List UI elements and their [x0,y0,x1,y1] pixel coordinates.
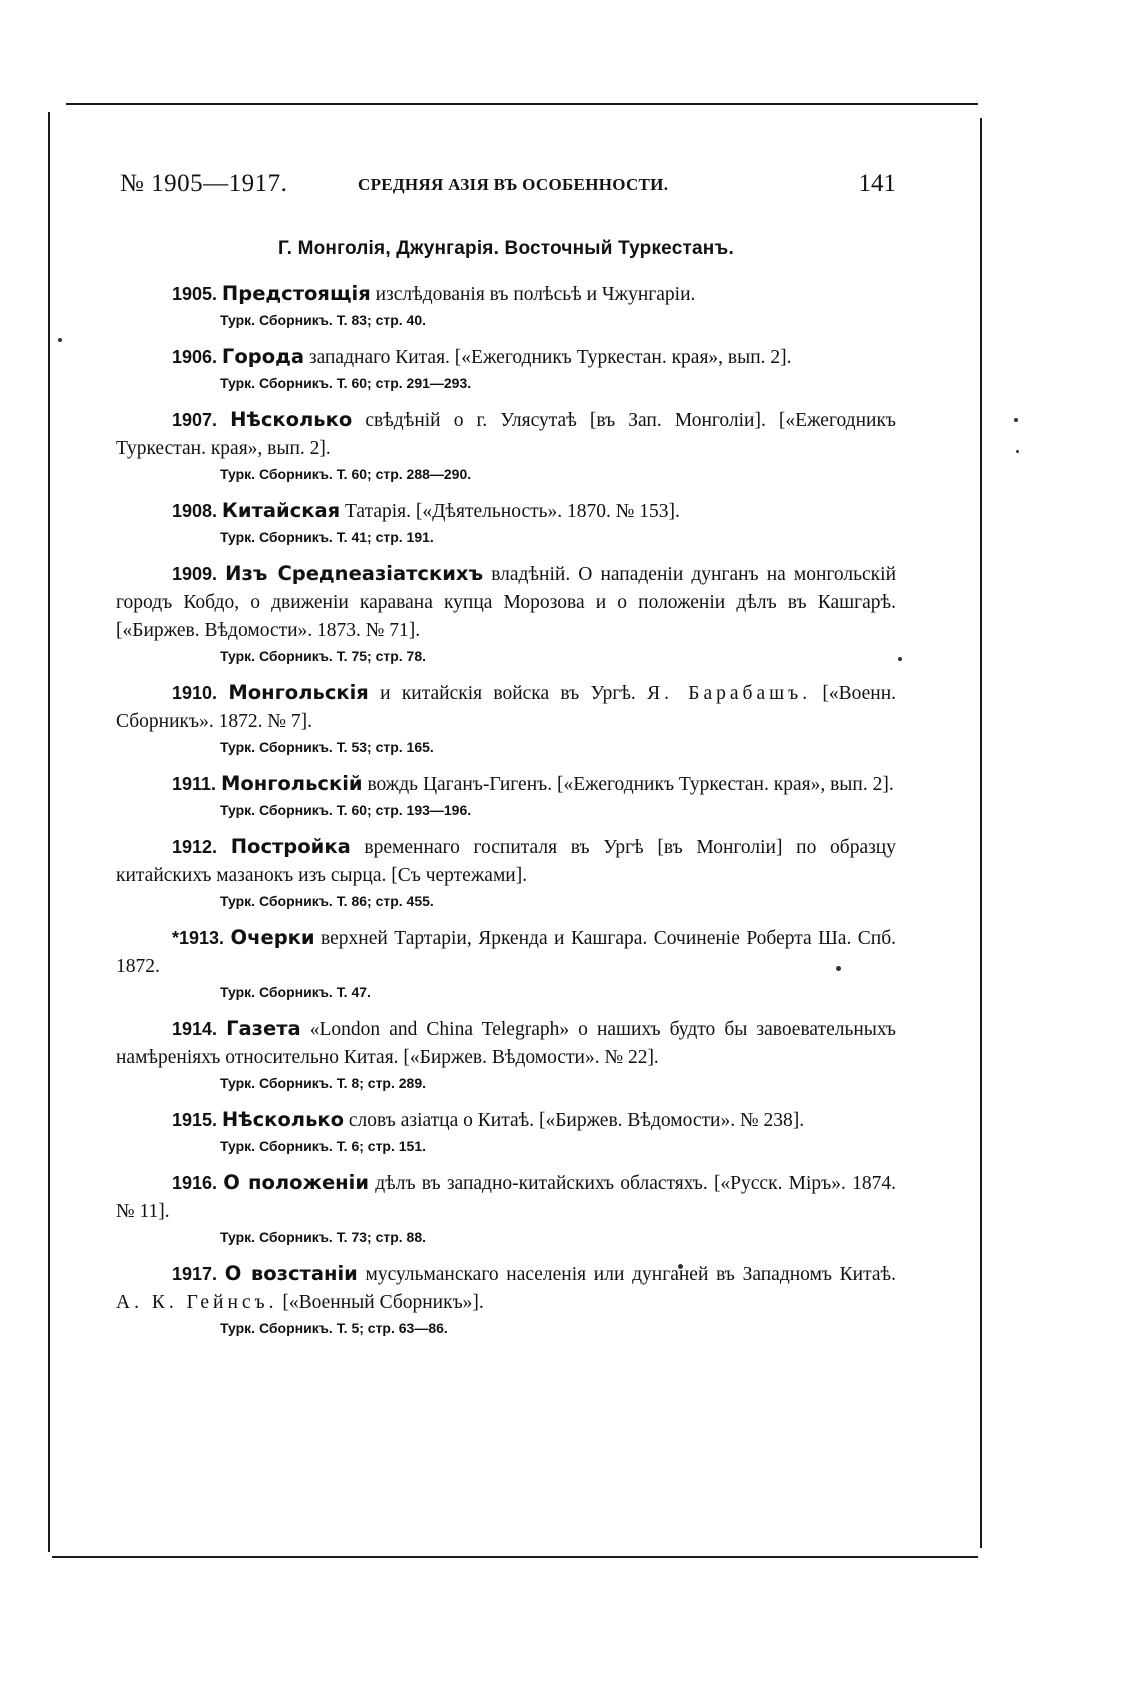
entry-keyword: О положеніи [223,1171,370,1194]
entry-number: 1909. [172,564,218,584]
entry-text [116,833,896,890]
entry-description: дѣлъ въ западно-китайскихъ областяхъ. [«Русск. Міръ». 1874. № 11]. [116,1173,896,1222]
entry-number: 1905. [172,284,218,304]
entry-description: владѣній. О нападеніи дунганъ на монгольскій городъ Кобдо, о движеніи каравана купца Морозова и о положеніи дѣлъ въ Кашгарѣ. [«Биржев. Вѣдомости». 1873. № 71]. [116,564,897,641]
header-chapter-title: СРЕДНЯЯ АЗІЯ ВЪ ОСОБЕННОСТИ. [358,175,669,194]
entry-description: Татарія. [«Дѣятельность». 1870. № 153]. [340,501,680,522]
entry-text [116,343,896,372]
entry-number: *1913. [172,928,225,948]
entry-source: Турк. Сборникъ. Т. 60; стр. 288—290. [220,466,472,482]
entry-source: Турк. Сборникъ. Т. 6; стр. 151. [220,1138,427,1154]
bibliography-entry [116,560,896,667]
frame-left-line [48,112,50,1552]
entry-keyword: Города [221,345,305,368]
entry-number: 1917. [172,1264,218,1284]
entry-number: 1914. [172,1019,218,1039]
entry-text [116,1106,896,1135]
entry-source: Турк. Сборникъ. Т. 83; стр. 40. [220,312,427,328]
entry-description: вождь Цаганъ-Гигенъ. [«Ежегодникъ Туркестан. края», вып. 2]. [362,774,894,795]
bibliography-entry [116,343,896,394]
entry-description: верхней Тартаріи, Яркенда и Кашгара. Сочиненіе Роберта Ша. Спб. 1872. [116,928,897,977]
entry-description: мусульманскаго населенія или дунганей въ Западномъ Китаѣ. [357,1264,896,1285]
entry-text [116,1015,896,1072]
entry-keyword: Предстоящія [221,282,371,305]
print-speck [898,657,902,661]
entry-source: Турк. Сборникъ. Т. 73; стр. 88. [220,1229,427,1245]
entry-source: Турк. Сборникъ. Т. 60; стр. 193—196. [220,802,472,818]
section-title: Г. Монголія, Джунгарія. Восточный Туркестанъ. [278,238,734,259]
entry-number: 1907. [172,410,218,430]
book-page [116,160,896,1351]
bibliography-entry [116,1015,896,1094]
print-speck [58,338,62,342]
entry-keyword: Постройка [230,835,351,858]
entry-keyword: Монгольскія [228,681,369,704]
entry-number: 1910. [172,683,218,703]
entry-publication: [«Военный Сборникъ»]. [277,1292,484,1313]
bibliography-entry [116,924,896,1003]
entry-keyword: Китайская [221,499,341,522]
bibliography-entry [116,770,896,821]
entry-text [116,406,896,463]
entry-keyword: Нѣсколько [230,408,353,431]
entry-text [116,560,896,645]
frame-top-line [66,103,978,105]
header-entry-range: № 1905—1917. [120,170,288,197]
entry-number: 1908. [172,501,218,521]
entry-text [116,1169,896,1226]
entry-keyword: Изъ Средneазіатскихъ [225,562,484,585]
entry-source: Турк. Сборникъ. Т. 60; стр. 291—293. [220,375,472,391]
bibliography-entry [116,833,896,912]
entry-description: «London and China Telegraph» о нашихъ будто бы завоевательныхъ намѣреніяхъ относительно Китая. [«Биржев. Вѣдомости». № 22]. [116,1019,896,1068]
entry-text [116,280,896,309]
entry-source: Турк. Сборникъ. Т. 53; стр. 165. [220,739,434,755]
running-header [116,160,896,200]
entry-keyword: Газета [226,1017,301,1040]
entry-keyword: Нѣсколько [221,1108,345,1131]
entry-source: Турк. Сборникъ. Т. 75; стр. 78. [220,648,427,664]
entry-number: 1912. [172,837,218,857]
entry-keyword: Монгольскій [220,772,363,795]
entry-text [116,497,896,526]
entry-description: временнаго госпиталя въ Ургѣ [въ Монголіи] по образцу китайскихъ мазанокъ изъ сырца. [Съ чертежами]. [116,837,896,886]
entry-keyword: О возстаніи [224,1262,358,1285]
bibliography-entry [116,280,896,331]
entry-number: 1915. [172,1110,218,1130]
entry-description: словъ азіатца о Китаѣ. [«Биржев. Вѣдомости». № 238]. [344,1110,805,1131]
print-speck [1014,418,1018,422]
entry-number: 1916. [172,1173,218,1193]
entry-source: Турк. Сборникъ. Т. 41; стр. 191. [220,529,434,545]
print-speck [1016,450,1019,453]
bibliography-entry [116,1169,896,1248]
bibliography-entry [116,1260,896,1339]
entry-description: и китайскія войска въ Ургѣ. [368,683,636,704]
entry-number: 1906. [172,347,218,367]
entry-text [116,1260,896,1317]
entry-text [116,679,896,736]
frame-bottom-line [52,1556,978,1558]
entry-description: изслѣдованія въ полѣсьѣ и Чжунгаріи. [370,284,696,305]
bibliography-entry [116,406,896,485]
frame-right-line [980,118,982,1548]
entry-source: Турк. Сборникъ. Т. 86; стр. 455. [220,893,434,909]
entry-publication: [«Военн. Сборникъ». 1872. № 7]. [116,683,897,732]
entry-source: Турк. Сборникъ. Т. 47. [220,984,371,1000]
entry-text [116,924,896,981]
entry-description: свѣдѣній о г. Улясутаѣ [въ Зап. Монголіи]. [«Ежегодникъ Туркестан. края», вып. 2]. [116,410,897,459]
entry-source: Турк. Сборникъ. Т. 8; стр. 289. [220,1075,427,1091]
bibliography-entry [116,679,896,758]
entry-text [116,770,896,799]
bibliography-entry [116,1106,896,1157]
entry-description: западнаго Китая. [«Ежегодникъ Туркестан. края», вып. 2]. [304,347,792,368]
entry-author: А. К. Гейнсъ. [116,1292,278,1313]
page-number: 141 [858,170,896,197]
entry-number: 1911. [172,774,217,794]
entry-keyword: Очерки [230,926,315,949]
entry-source: Турк. Сборникъ. Т. 5; стр. 63—86. [220,1320,448,1336]
bibliography-entry [116,497,896,548]
entry-author: Я. Барабашъ. [647,683,812,704]
